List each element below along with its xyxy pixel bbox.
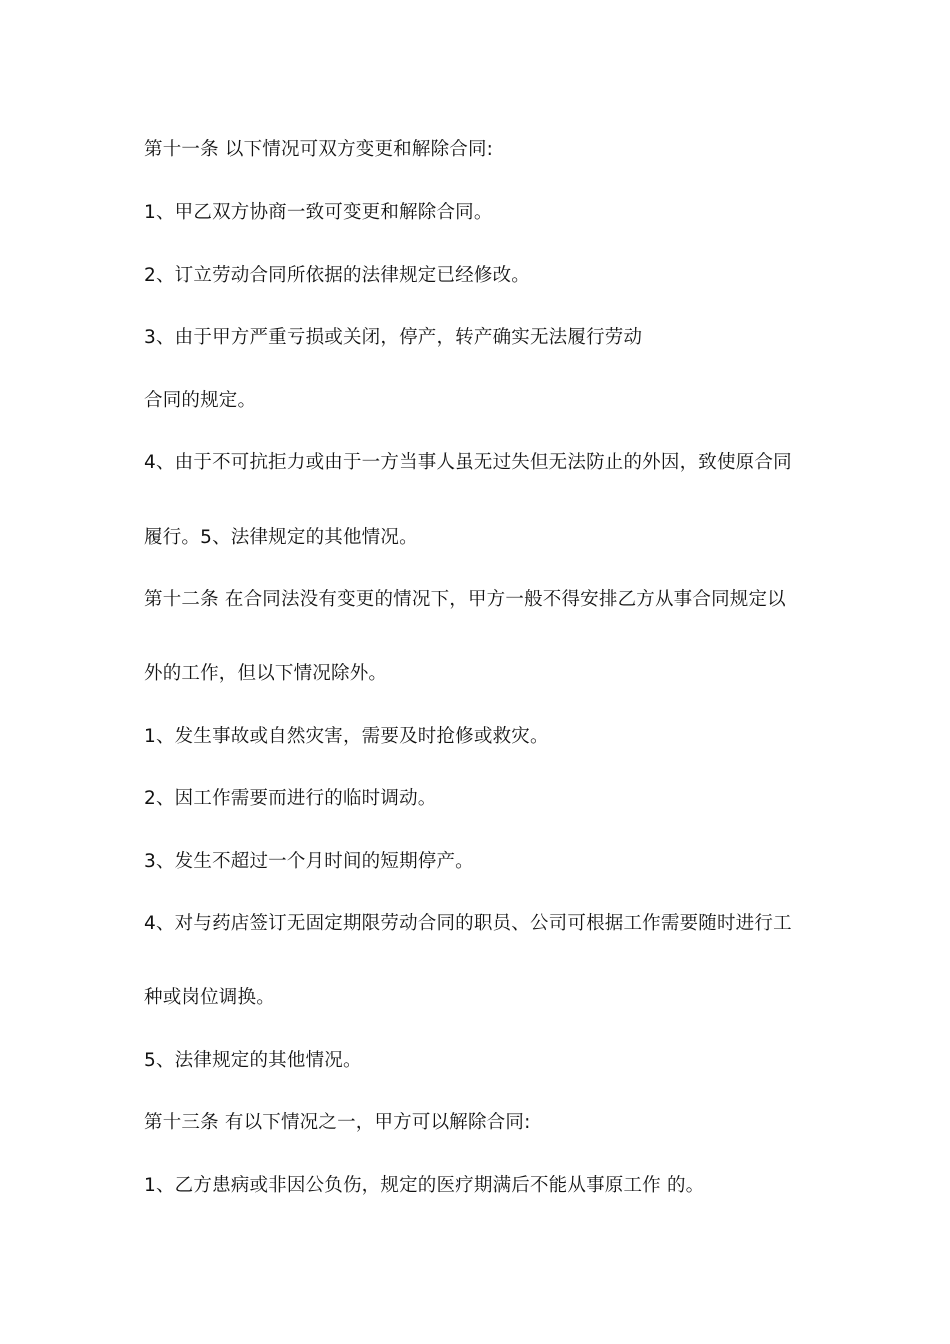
article-11-heading: 第十一条 以下情况可双方变更和解除合同: xyxy=(144,139,494,160)
article-13-item-1: 1、乙方患病或非因公负伤，规定的医疗期满后不能从事原工作 的。 xyxy=(144,1175,705,1196)
article-12-item-3: 3、发生不超过一个月时间的短期停产。 xyxy=(144,851,474,872)
article-11-item-4: 4、由于不可抗拒力或由于一方当事人虽无过失但无法防止的外因，致使原合同 xyxy=(144,452,792,473)
article-12-heading: 第十二条 在合同法没有变更的情况下，甲方一般不得安排乙方从事合同规定以 xyxy=(144,589,786,610)
article-12-item-5: 5、法律规定的其他情况。 xyxy=(144,1050,362,1071)
article-11-item-3: 3、由于甲方严重亏损或关闭，停产，转产确实无法履行劳动 xyxy=(144,327,643,348)
article-11-item-2: 2、订立劳动合同所依据的法律规定已经修改。 xyxy=(144,265,530,286)
article-11-item-3-cont: 合同的规定。 xyxy=(144,390,257,411)
article-12-item-1: 1、发生事故或自然灾害，需要及时抢修或救灾。 xyxy=(144,726,549,747)
article-12-item-4: 4、对与药店签订无固定期限劳动合同的职员、公司可根据工作需要随时进行工 xyxy=(144,913,792,934)
article-13-heading: 第十三条 有以下情况之一，甲方可以解除合同: xyxy=(144,1112,531,1133)
article-11-item-1: 1、甲乙双方协商一致可变更和解除合同。 xyxy=(144,202,493,223)
article-12-heading-cont: 外的工作，但以下情况除外。 xyxy=(144,663,388,684)
article-12-item-2: 2、因工作需要而进行的临时调动。 xyxy=(144,788,437,809)
article-12-item-4-cont: 种或岗位调换。 xyxy=(144,987,275,1008)
article-11-item-4-cont: 履行。5、法律规定的其他情况。 xyxy=(144,527,418,548)
